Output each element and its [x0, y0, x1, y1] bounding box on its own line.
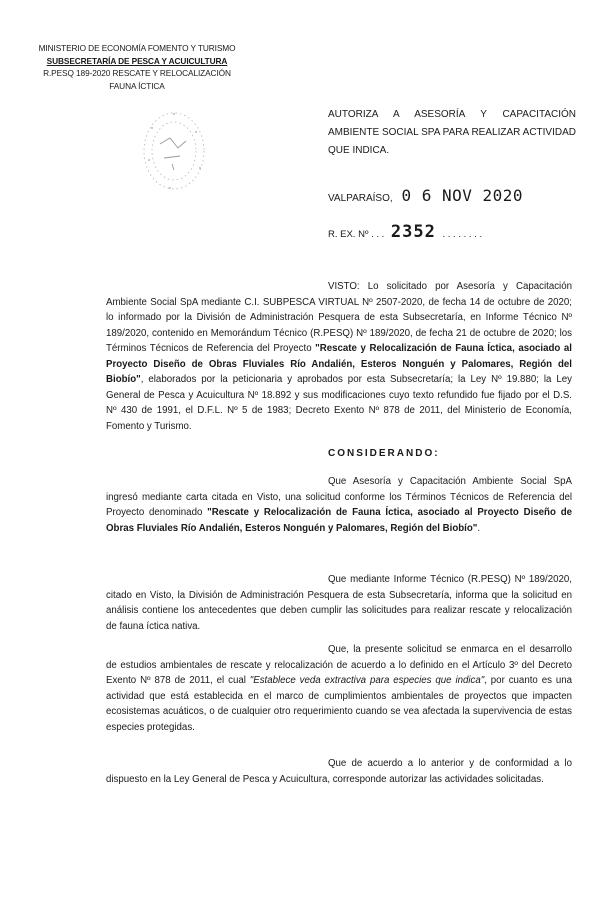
- document-code: R.PESQ 189-2020 RESCATE Y RELOCALIZACIÓN: [43, 68, 231, 78]
- visto-text-cont: , elaborados por la peticionaria y aprobados por esta Subsecretaría; la Ley Nº 19.880; la Ley General de Pesca y Acuicultura Nº 18.892 y sus modificaciones cuyo texto refundido fue fijado por el D.S. Nº 430 de 1991, el D.F.L. Nº 5 de 1983; Decreto Exento Nº 878 de 2011, del Ministerio de Economía, Fomento y Turismo.: [106, 374, 572, 432]
- c3-decree-title: "Establece veda extractiva para especies que indica": [249, 675, 485, 686]
- letterhead: [22, 42, 252, 92]
- visto-text: VISTO: Lo solicitado por Asesoría y Capacitación Ambiente Social SpA mediante C.I. SUBPESCA VIRTUAL Nº 2507-2020, de fecha 14 de octubre de 2020; lo informado por la División de Administración Pesquera de esta Subsecretaría, en Informe Técnico Nº 189/2020, contenido en Memorándum Técnico (R.PESQ) Nº 189/2020, de fecha 21 de octubre de 2020; los Términos Técnicos de Referencia del Proyecto: [106, 281, 572, 354]
- resolution-stamped-number: 2352: [390, 222, 436, 242]
- reference-summary: AUTORIZA A ASESORÍA Y CAPACITACIÓN AMBIENTE SOCIAL SPA PARA REALIZAR ACTIVIDAD QUE INDICA.: [328, 109, 576, 156]
- c1-text: Que Asesoría y Capacitación Ambiente Social SpA ingresó mediante carta citada en Visto, una solicitud conforme los Términos Técnicos de Referencia del Proyecto denominado: [106, 476, 572, 518]
- considerando-heading: CONSIDERANDO:: [328, 448, 440, 459]
- subsecretariat-name: SUBSECRETARÍA DE PESCA Y ACUICULTURA: [46, 55, 228, 66]
- stamped-date: 0 6 NOV 2020: [401, 186, 524, 205]
- project-title: "Rescate y Relocalización de Fauna Íctica, asociado al Proyecto Diseño de Obras Fluviales Río Andalién, Esteros Nonguén y Palomares, Región del Biobío": [106, 343, 572, 385]
- c1-project-title: "Rescate y Relocalización de Fauna Íctica, asociado al Proyecto Diseño de Obras Fluviales Río Andalién, Esteros Nonguén y Palomares, Región del Biobío": [106, 507, 572, 534]
- visto-paragraph: [106, 279, 572, 434]
- c1-end: .: [477, 522, 481, 534]
- considerando-paragraph-3: [106, 642, 572, 735]
- considerando-paragraph-2: Que mediante Informe Técnico (R.PESQ) Nº 189/2020, citado en Visto, la División de Administración Pesquera de esta Subsecretaría, informa que la solicitud en análisis contiene los antecedentes que deben cumplir las solicitudes para realizar rescate y relocalización de fauna íctica nativa.: [106, 574, 572, 632]
- official-seal-stamp: [140, 108, 208, 194]
- resolution-number: R. EX. Nº . . . 2352 . . . . . . . .: [328, 222, 483, 242]
- ministry-name: MINISTERIO DE ECONOMÍA FOMENTO Y TURISMO: [38, 43, 236, 53]
- considerando-paragraph-4: Que de acuerdo a lo anterior y de conformidad a lo dispuesto en la Ley General de Pesca y Acuicultura, corresponde autorizar las actividades solicitadas.: [106, 758, 572, 785]
- c3-text-cont: , por cuanto es una actividad que está establecida en el marco de cumplimientos ambientales de proyectos que impacten ecosistemas acuáticos, o de cualquier otro requerimiento cuando se vea afectada la supervivencia de estas especies protegidas.: [106, 675, 572, 733]
- resolution-label: R. EX. Nº: [328, 229, 369, 240]
- place-and-date: [328, 186, 523, 205]
- c3-text: Que, la presente solicitud se enmarca en el desarrollo de estudios ambientales de rescate y relocalización de acuerdo a lo definido en el Artículo 3º del Decreto Exento Nº 878 de 2011, el cual: [106, 644, 572, 686]
- place-name: VALPARAÍSO,: [328, 193, 393, 204]
- document-subject: FAUNA ÍCTICA: [109, 80, 165, 91]
- considerando-paragraph-1: [106, 474, 572, 536]
